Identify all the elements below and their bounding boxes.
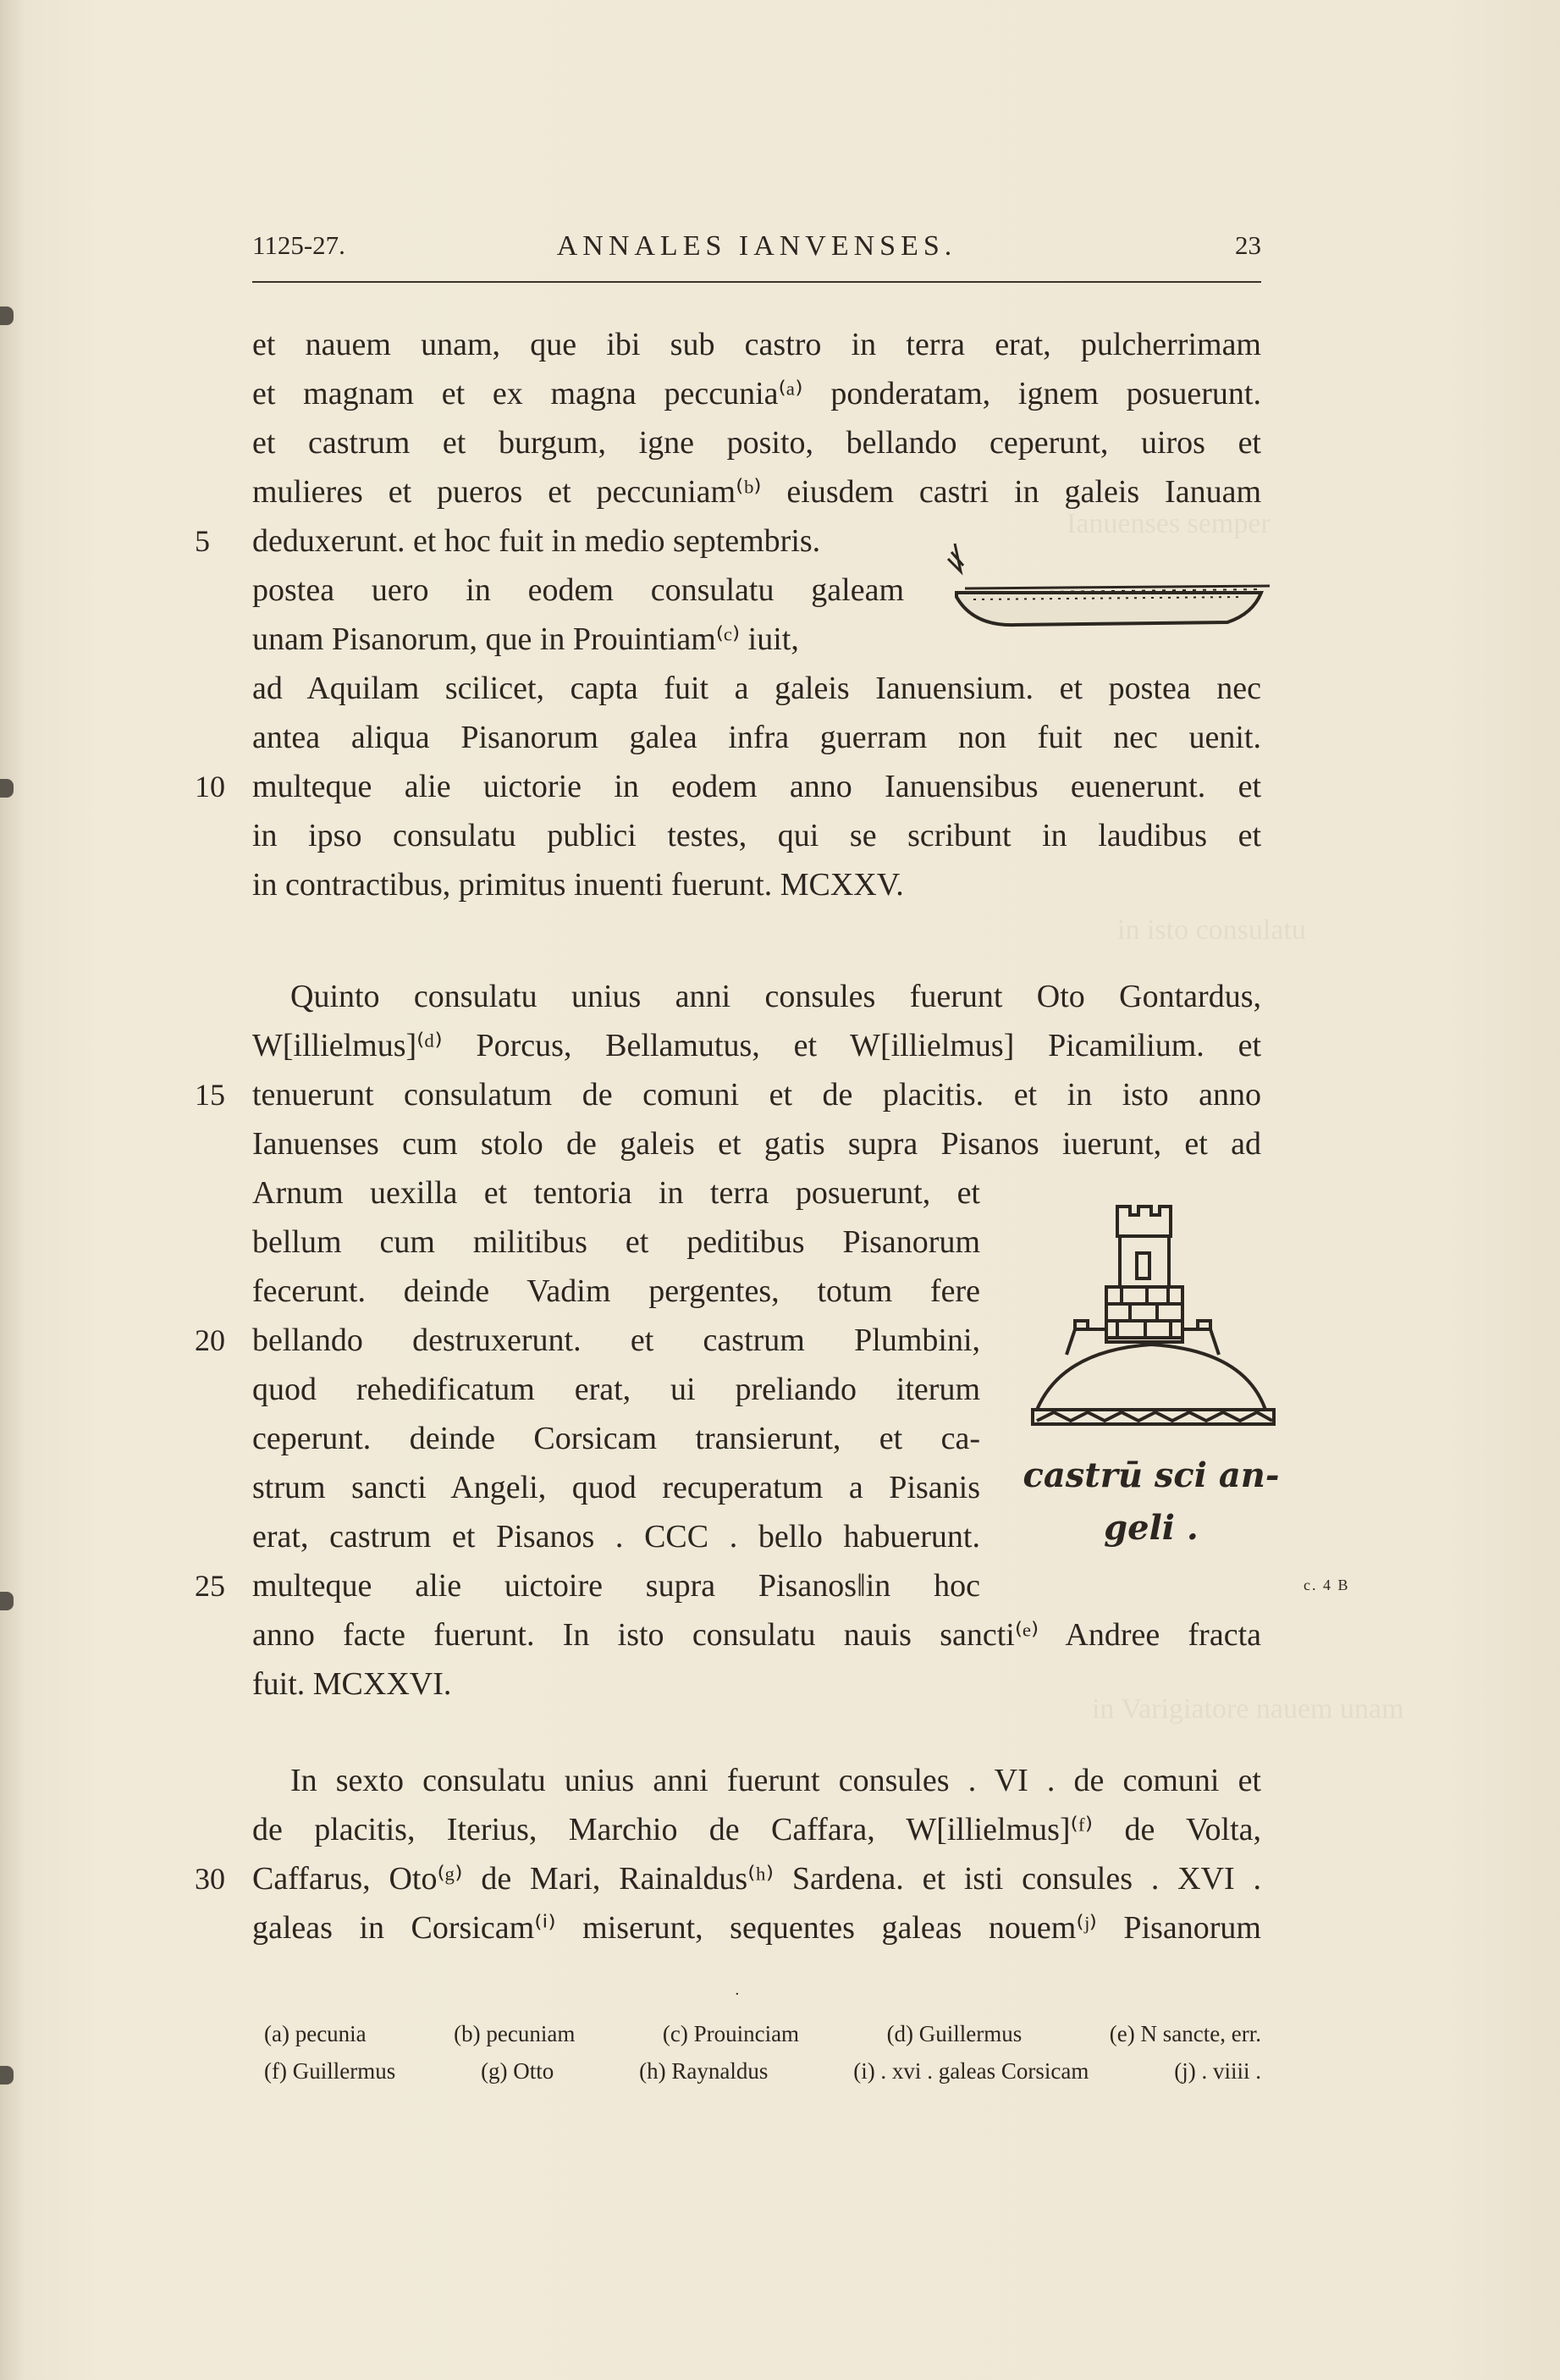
line-number: 5 — [195, 524, 210, 558]
header-years: 1125-27. — [252, 230, 345, 260]
text-line: mulieres et pueros et peccuniam⁽ᵇ⁾ eiusdem castri in galeis Ianuam — [252, 474, 1261, 510]
text-line: multeque alie uictoire supra Pisanos‖in hoc — [252, 1568, 980, 1604]
text-line: tenuerunt consulatum de comuni et de placitis. et in isto anno — [252, 1077, 1261, 1113]
text-line: bellando destruxerunt. et castrum Plumbini, — [252, 1323, 980, 1358]
footnote-separator: · — [735, 1985, 740, 2003]
binding-hole — [0, 779, 14, 798]
text-line: fuit. MCXXVI. — [252, 1666, 452, 1702]
line-number: 15 — [195, 1078, 225, 1112]
line-number: 30 — [195, 1862, 225, 1896]
caption-line: castrū sci an- — [1023, 1455, 1280, 1495]
text-line: galeas in Corsicam⁽ⁱ⁾ miserunt, sequentes galeas nouem⁽ʲ⁾ Pisanorum — [252, 1910, 1261, 1946]
bleed-through: Ianuenses semper — [1067, 508, 1271, 539]
footnote: (i) . xvi . galeas Corsicam — [853, 2058, 1089, 2084]
caption-line: geli . — [1104, 1508, 1199, 1548]
text-line: Quinto consulatu unius anni consules fuerunt Oto Gontardus, — [290, 979, 1261, 1014]
text-line: unam Pisanorum, que in Prouintiam⁽ᶜ⁾ iuit, — [252, 621, 799, 657]
text-line: In sexto consulatu unius anni fuerunt consules . VI . de comuni et — [290, 1763, 1261, 1798]
text-line: ad Aquilam scilicet, capta fuit a galeis Ianuensium. et postea nec — [252, 671, 1261, 706]
text-line: bellum cum militibus et peditibus Pisanorum — [252, 1224, 980, 1260]
text-line: anno facte fuerunt. In isto consulatu nauis sancti⁽ᵉ⁾ Andree fracta — [252, 1617, 1261, 1653]
footnote: (j) . viiii . — [1174, 2058, 1261, 2084]
text-line: in contractibus, primitus inuenti fuerunt. MCXXV. — [252, 867, 904, 903]
text-line: postea uero in eodem consulatu galeam — [252, 572, 904, 608]
binding-hole — [0, 2066, 14, 2085]
line-number: 10 — [195, 770, 225, 803]
bleed-through: in isto consulatu — [1117, 914, 1306, 946]
bleed-through: in Varigiatore nauem unam — [1092, 1693, 1404, 1725]
text-line: et magnam et ex magna peccunia⁽ᵃ⁾ ponderatam, ignem posuerunt. — [252, 376, 1261, 411]
margin-note: c. 4 B — [1304, 1577, 1350, 1593]
text-line: Ianuenses cum stolo de galeis et gatis supra Pisanos iuerunt, et ad — [252, 1126, 1261, 1162]
running-header — [252, 230, 1261, 283]
text-line: de placitis, Iterius, Marchio de Caffara, W[illielmus]⁽ᶠ⁾ de Volta, — [252, 1812, 1261, 1847]
footnote: (e) N sancte, err. — [1109, 2021, 1261, 2046]
footnote: (c) Prouinciam — [662, 2021, 800, 2046]
header-title: ANNALES IANVENSES. — [556, 230, 957, 262]
footnote: (a) pecunia — [264, 2021, 367, 2046]
footnote-row — [264, 2052, 1261, 2090]
footnote: (f) Guillermus — [264, 2058, 396, 2084]
text-line: quod rehedificatum erat, ui preliando iterum — [252, 1372, 980, 1407]
footnotes — [264, 2015, 1261, 2090]
footnote: (d) Guillermus — [886, 2021, 1023, 2046]
text-line: Arnum uexilla et tentoria in terra posuerunt, et — [252, 1175, 980, 1211]
text-line: Caffarus, Oto⁽ᵍ⁾ de Mari, Rainaldus⁽ʰ⁾ Sardena. et isti consules . XVI . — [252, 1861, 1261, 1897]
binding-hole — [0, 306, 14, 325]
text-line: ceperunt. deinde Corsicam transierunt, et ca- — [252, 1421, 980, 1456]
text-line: fecerunt. deinde Vadim pergentes, totum fere — [252, 1273, 980, 1309]
figure-caption — [1020, 1450, 1282, 1554]
binding-hole — [0, 1592, 14, 1610]
footnote: (h) Raynaldus — [639, 2058, 769, 2084]
footnote: (b) pecuniam — [454, 2021, 576, 2046]
text-line: multeque alie uictorie in eodem anno Ianuensibus euenerunt. et — [252, 769, 1261, 804]
text-line: erat, castrum et Pisanos . CCC . bello habuerunt. — [252, 1519, 980, 1554]
line-number: 25 — [195, 1569, 225, 1603]
text-line: deduxerunt. et hoc fuit in medio septembris. — [252, 523, 821, 559]
footnote: (g) Otto — [481, 2058, 554, 2084]
line-number: 20 — [195, 1323, 225, 1357]
ship-drawing-icon — [940, 533, 1270, 677]
text-line: strum sancti Angeli, quod recuperatum a Pisanis — [252, 1470, 980, 1505]
footnote-row — [264, 2015, 1261, 2052]
text-line: et nauem unam, que ibi sub castro in terra erat, pulcherrimam — [252, 327, 1261, 362]
page-number: 23 — [1235, 230, 1261, 260]
text-line: W[illielmus]⁽ᵈ⁾ Porcus, Bellamutus, et W[illielmus] Picamilium. et — [252, 1028, 1261, 1063]
text-line: in ipso consulatu publici testes, qui se scribunt in laudibus et — [252, 818, 1261, 853]
castle-drawing-icon — [1028, 1202, 1278, 1456]
text-line: antea aliqua Pisanorum galea infra guerram non fuit nec uenit. — [252, 720, 1261, 755]
text-line: et castrum et burgum, igne posito, bellando ceperunt, uiros et — [252, 425, 1261, 461]
